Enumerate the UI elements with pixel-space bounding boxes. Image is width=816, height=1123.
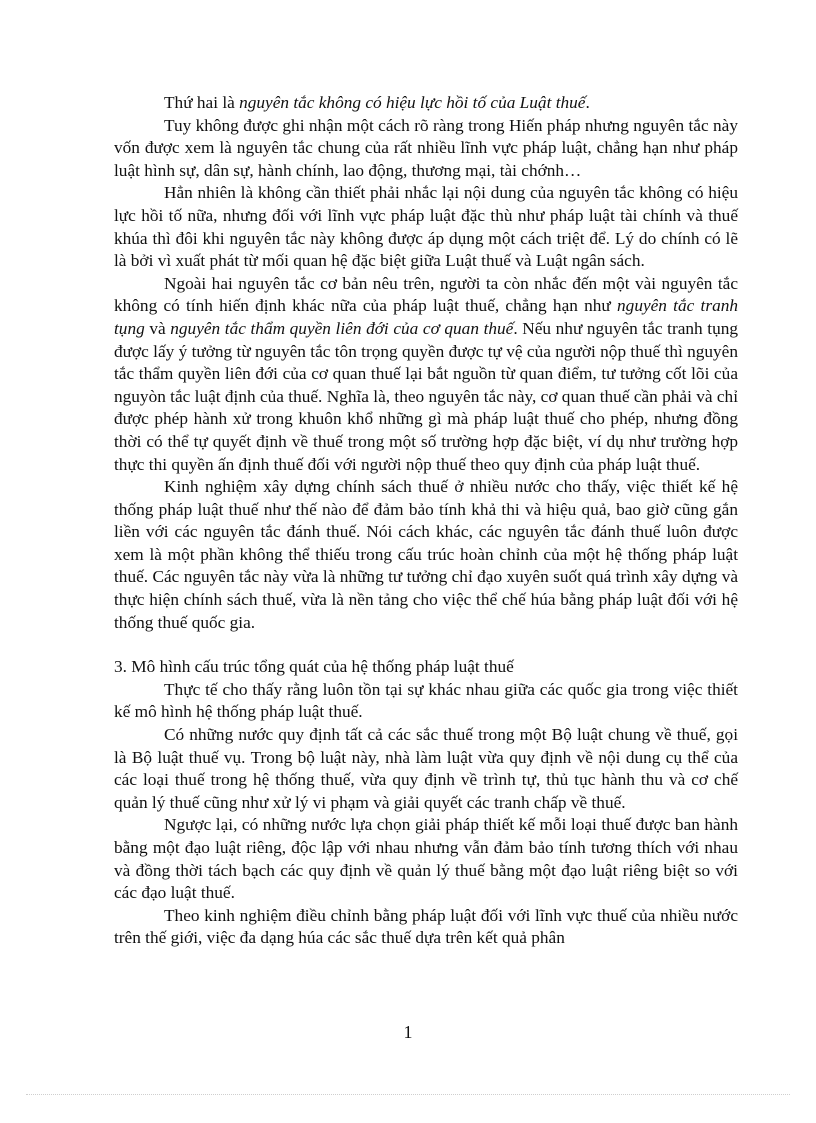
page-bottom-divider <box>26 1094 790 1095</box>
page-number: 1 <box>403 1022 413 1042</box>
paragraph-4-italic-2: nguyên tắc thẩm quyền liên đới của cơ quan thuế <box>170 318 514 338</box>
paragraph-9: Theo kinh nghiệm điều chỉnh bằng pháp luật đối với lĩnh vực thuế của nhiều nước trên thế giới, việc đa dạng húa các sắc thuế dựa trên kết quả phân <box>114 905 738 948</box>
paragraph-2: Tuy không được ghi nhận một cách rõ ràng trong Hiến pháp nhưng nguyên tắc này vốn được xem là nguyên tắc chung của rất nhiều lĩnh vực pháp luật, chẳng hạn như pháp luật hình sự, dân sự, hành chính, lao động, thương mại, tài chớnh… <box>114 115 738 180</box>
paragraph-1-end: . <box>585 93 590 112</box>
paragraph-4-rest: . Nếu như nguyên tắc tranh tụng được lấy ý tưởng từ nguyên tắc tôn trọng quyền được tự vệ của người nộp thuế thì nguyên tắc thẩm quyền liên đới của cơ quan thuế lại bắt nguồn từ quan điểm, tư tưởng cốt lõi của nguyòn tắc luật định của thuế. Nghĩa là, theo nguyên tắc này, cơ quan thuế cần phải và chỉ được phép hành xử trong khuôn khổ những gì mà pháp luật thuế cho phép, nhưng đồng thời có thể tự quyết định về thuế trong một số trường hợp đặc biệt, ví dụ như trường hợp thực thi quyền ấn định thuế đối với người nộp thuế theo quy định của pháp luật thuế. <box>114 318 738 474</box>
paragraph-6: Thực tế cho thấy rằng luôn tồn tại sự khác nhau giữa các quốc gia trong việc thiết kế mô hình hệ thống pháp luật thuế. <box>114 679 738 722</box>
paragraph-8: Ngược lại, có những nước lựa chọn giải pháp thiết kế mỗi loại thuế được ban hành bằng một đạo luật riêng, độc lập với nhau nhưng vẫn đảm bảo tính tương thích với nhau và đồng thời tách bạch các quy định về quản lý thuế bằng một đạo luật riêng biệt so với các đạo luật thuế. <box>114 815 738 903</box>
paragraph-4-text: Ngoài hai nguyên tắc cơ bản nêu trên, người ta còn nhắc đến một vài nguyên tắc không có tính hiến định khác nữa của pháp luật thuế, chẳng hạn như <box>114 273 738 316</box>
paragraph-4 <box>114 273 738 476</box>
paragraph-4-conj: và <box>144 318 171 338</box>
paragraph-3: Hẳn nhiên là không cần thiết phải nhắc lại nội dung của nguyên tắc không có hiệu lực hồi tố nữa, nhưng đối với lĩnh vực pháp luật đặc thù như pháp luật tài chính và thuế khúa thì đôi khi nguyên tắc này không được áp dụng một cách triệt để. Lý do chính có lẽ là bởi vì xuất phát từ mối quan hệ đặc biệt giữa Luật thuế và Luật ngân sách. <box>114 183 738 271</box>
paragraph-4-italic-1: nguyên tắc tranh tụng <box>114 296 738 338</box>
paragraph-1-text: Thứ hai là <box>164 93 240 112</box>
paragraph-1 <box>114 92 738 115</box>
paragraph-5: Kinh nghiệm xây dựng chính sách thuế ở nhiều nước cho thấy, việc thiết kế hệ thống pháp luật thuế như thế nào để đảm bảo tính khả thi và hiệu quả, bao giờ cũng gắn liền với các nguyên tắc đánh thuế. Nói cách khác, các nguyên tắc đánh thuế luôn được xem là một phần không thể thiếu trong cấu trúc hoàn chỉnh của một hệ thống pháp luật thuế. Các nguyên tắc này vừa là những tư tưởng chỉ đạo xuyên suốt quá trình xây dựng và thực hiện chính sách thuế, vừa là nền tảng cho việc thể chế húa bằng pháp luật đối với hệ thống thuế quốc gia. <box>114 477 738 632</box>
section-heading: 3. Mô hình cấu trúc tổng quát của hệ thống pháp luật thuế <box>114 657 514 677</box>
document-body <box>114 92 738 950</box>
paragraph-7: Có những nước quy định tất cả các sắc thuế trong một Bộ luật chung về thuế, gọi là Bộ luật thuế vụ. Trong bộ luật này, nhà làm luật vừa quy định về nội dung cụ thể của các loại thuế trong hệ thống thuế, vừa quy định về trình tự, thủ tục hành thu và cơ chế quản lý thuế cũng như xử lý vi phạm và giải quyết các tranh chấp về thuế. <box>114 725 738 812</box>
paragraph-1-italic: nguyên tắc không có hiệu lực hồi tố của Luật thuế <box>239 93 586 112</box>
